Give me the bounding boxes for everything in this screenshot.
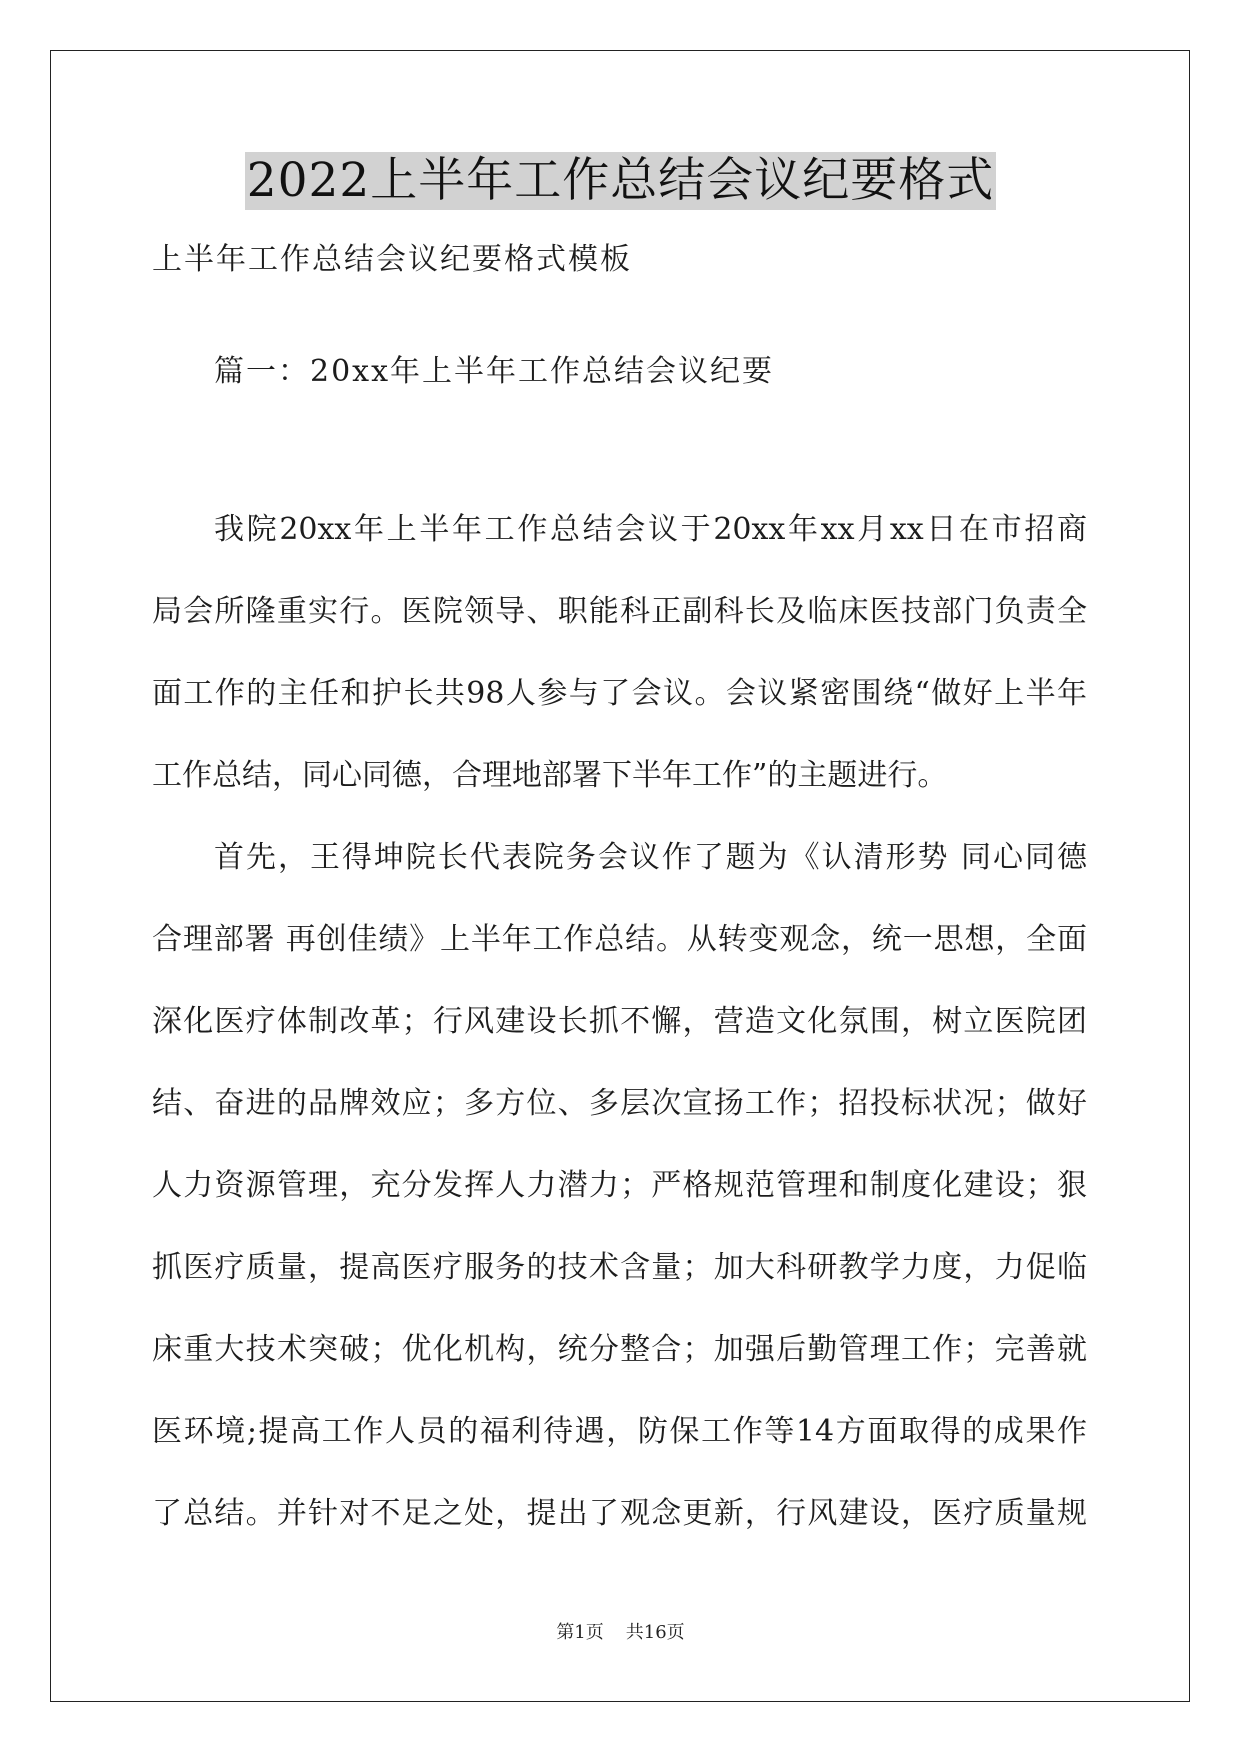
- body-line: 人力资源管理，充分发挥人力潜力；严格规范管理和制度化建设；狠: [152, 1168, 1087, 1203]
- document-title: 2022上半年工作总结会议纪要格式: [246, 153, 995, 208]
- body-text: [152, 510, 1087, 1576]
- page-number: 第1页: [556, 1622, 604, 1643]
- body-line: 结、奋进的品牌效应；多方位、多层次宣扬工作；招投标状况；做好: [152, 1086, 1087, 1121]
- document-title-wrapper: [0, 152, 1241, 210]
- body-line: 局会所隆重实行。医院领导、职能科正副科长及临床医技部门负责全: [152, 594, 1087, 629]
- body-line: 合理部署 再创佳绩》上半年工作总结。从转变观念，统一思想，全面: [152, 922, 1087, 957]
- page-total: 共16页: [625, 1622, 685, 1643]
- document-subtitle: 上半年工作总结会议纪要格式模板: [152, 242, 632, 277]
- body-line: 深化医疗体制改革；行风建设长抓不懈，营造文化氛围，树立医院团: [152, 1004, 1087, 1039]
- body-line: 面工作的主任和护长共98人参与了会议。会议紧密围绕“做好上半年: [152, 676, 1087, 711]
- body-line: 床重大技术突破；优化机构，统分整合；加强后勤管理工作；完善就: [152, 1332, 1087, 1367]
- body-line: 首先，王得坤院长代表院务会议作了题为《认清形势 同心同德: [214, 840, 1087, 875]
- body-line: 抓医疗质量，提高医疗服务的技术含量；加大科研教学力度，力促临: [152, 1250, 1087, 1285]
- body-line: 了总结。并针对不足之处，提出了观念更新，行风建设，医疗质量规: [152, 1496, 1087, 1531]
- body-line: 医环境;提高工作人员的福利待遇，防保工作等14方面取得的成果作: [152, 1414, 1087, 1449]
- body-line: 工作总结，同心同德，合理地部署下半年工作”的主题进行。: [152, 758, 948, 793]
- page-footer: [0, 1621, 1241, 1645]
- section-heading: 篇一：20xx年上半年工作总结会议纪要: [214, 354, 775, 389]
- body-line: 我院20xx年上半年工作总结会议于20xx年xx月xx日在市招商: [214, 512, 1087, 547]
